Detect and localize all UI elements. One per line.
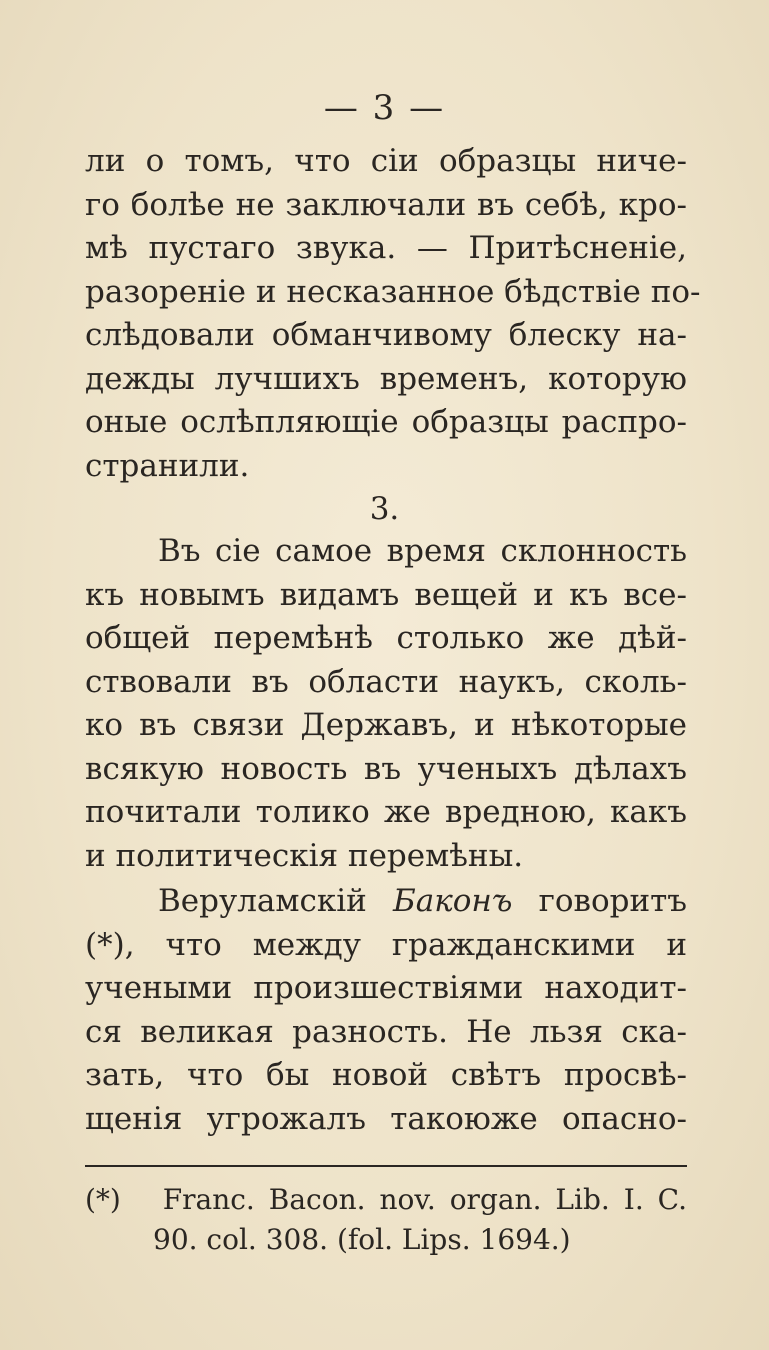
text-line: дежды лучшихъ временъ, которую (85, 360, 687, 397)
text-run: Веруламскій (158, 883, 393, 919)
text-line: разореніе и несказанное бѣдствіе по- (85, 273, 701, 310)
text-line: ствовали въ области наукъ, сколь- (85, 663, 687, 700)
text-line: ко въ связи Державъ, и нѣкоторые (85, 707, 687, 743)
text-line: щенія угрожалъ такоюже опасно- (85, 1100, 687, 1137)
paragraph-top (85, 140, 701, 488)
text-run: говоритъ (512, 883, 687, 919)
page-number: — 3 — (323, 88, 446, 128)
footnote-text: Franc. Bacon. nov. organ. Lib. I. C. (162, 1183, 687, 1216)
text-line: къ новымъ видамъ вещей и къ все- (85, 576, 687, 613)
text-line: го болѣе не заключали въ себѣ, кро- (85, 186, 687, 223)
text-line: и политическія перемѣны. (85, 837, 524, 874)
text-line: Въ сіе самое время склонность (158, 533, 687, 569)
italic-name: Баконъ (392, 883, 513, 919)
text-line: почитали толико же вредною, какъ (85, 794, 687, 830)
section-number: 3. (369, 491, 400, 527)
paragraph-second (85, 530, 687, 878)
text-line: всякую новость въ ученыхъ дѣлахъ (85, 750, 687, 787)
text-line: учеными произшествіями находит- (85, 970, 687, 1006)
paragraph-third (85, 880, 687, 1141)
text-line: (*), что между гражданскими и (85, 926, 687, 963)
text-line: оные ослѣпляющіе образцы распро- (85, 404, 687, 440)
footnote-divider (85, 1165, 687, 1167)
footnote-marker: (*) (85, 1183, 121, 1216)
footnote-line: 90. col. 308. (fol. Lips. 1694.) (153, 1223, 571, 1256)
text-line: ли о томъ, что сіи образцы ниче- (85, 143, 687, 179)
text-line: зать, что бы новой свѣтъ просвѣ- (85, 1057, 687, 1093)
text-line (85, 880, 687, 924)
footnote-line (85, 1180, 687, 1220)
text-line: слѣдовали обманчивому блеску на- (85, 317, 687, 353)
text-line: ся великая разность. Не льзя ска- (85, 1013, 687, 1050)
footnote (85, 1180, 687, 1260)
text-line: общей перемѣнѣ столько же дѣй- (85, 620, 687, 656)
text-line: мѣ пустаго звука. — Притѣсненіе, (85, 230, 687, 266)
text-line: странили. (85, 447, 250, 484)
